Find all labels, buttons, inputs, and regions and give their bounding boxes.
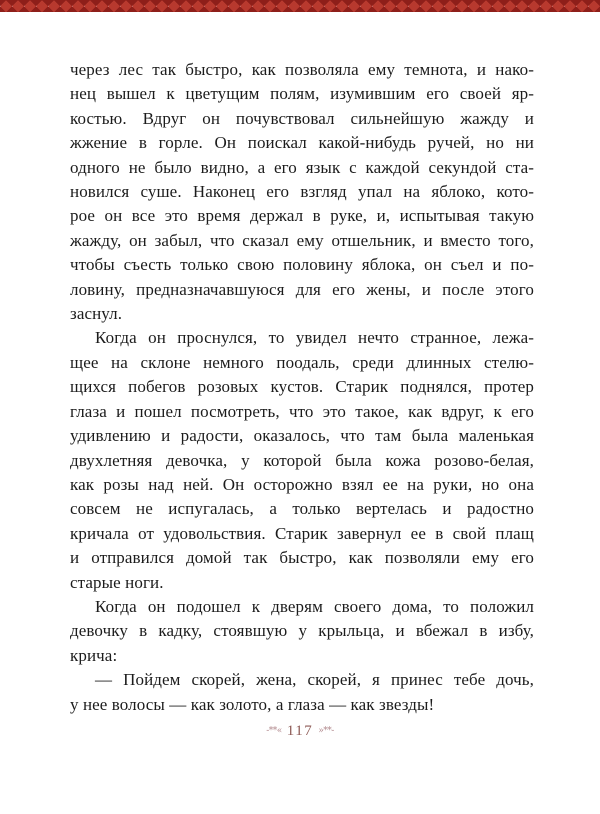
text-line: щихся побегов розовых кустов. Старик поднялся, протер	[70, 377, 534, 397]
page-text	[70, 58, 534, 717]
text-line: девочку в кадку, стоявшую у крыльца, и вбежал в избу,	[70, 621, 534, 641]
footer-ornament-right: »**-	[318, 726, 334, 736]
footer-ornament-left: -**«	[266, 726, 282, 736]
text-line: рое он все это время держал в руке, и, испытывая такую	[70, 206, 534, 226]
text-line: чтобы съесть только свою половину яблока, он съел и по-	[70, 255, 534, 275]
text-line: Когда он проснулся, то увидел нечто странное, лежа-	[95, 328, 534, 348]
text-line: заснул.	[70, 304, 123, 324]
decorative-top-border	[0, 0, 600, 12]
text-line: через лес так быстро, как позволяла ему темнота, и нако-	[70, 60, 534, 79]
page-number: 117	[286, 723, 314, 739]
text-line: Когда он подошел к дверям своего дома, то положил	[95, 596, 534, 616]
text-line: костью. Вдруг он почувствовал сильнейшую жажду и	[70, 108, 534, 128]
text-line: жажду, он забыл, что сказал ему отшельник, и вместо того,	[70, 230, 534, 250]
text-line: ловину, предназначавшуюся для его жены, и после этого	[70, 279, 534, 299]
text-line: удивлению и радости, оказалось, что там была маленькая	[70, 426, 534, 446]
text-line: глаза и пошел посмотреть, что это такое, как вдруг, к его	[70, 401, 534, 421]
text-line: кричала от удовольствия. Старик завернул ее в свой плащ	[70, 523, 534, 543]
text-line: нец вышел к цветущим полям, изумившим его своей яр-	[70, 84, 534, 104]
page-footer	[0, 722, 600, 740]
text-line: крича:	[70, 645, 118, 665]
text-line: как розы над ней. Он осторожно взял ее на руки, но она	[70, 474, 534, 494]
text-line: у нее волосы — как золото, а глаза — как звезды!	[70, 694, 435, 714]
text-line: щее на склоне немного поодаль, среди длинных стелю-	[70, 352, 534, 372]
text-line: старые ноги.	[70, 572, 164, 592]
text-line: совсем не испугалась, а только вертелась и радостно	[70, 499, 534, 519]
text-line: и отправился домой так быстро, как позволяли ему его	[70, 548, 534, 568]
text-line: новился суше. Наконец его взгляд упал на яблоко, кото-	[70, 182, 534, 202]
text-line: жжение в горле. Он поискал какой-нибудь ручей, но ни	[70, 133, 534, 153]
text-line: — Пойдем скорей, жена, скорей, я принес тебе дочь,	[95, 670, 534, 690]
text-line: одного не было видно, а его язык с каждой секундой ста-	[70, 157, 534, 177]
text-line: двухлетняя девочка, у которой была кожа розово-белая,	[70, 450, 534, 470]
